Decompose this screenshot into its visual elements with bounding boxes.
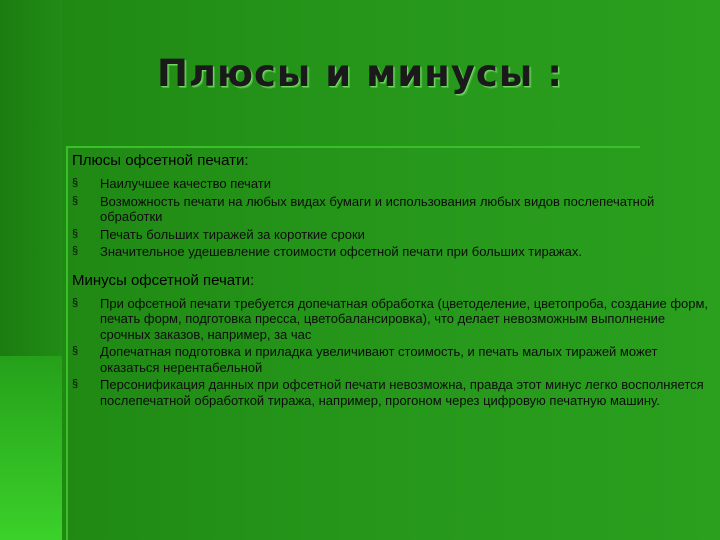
list-item	[72, 194, 712, 225]
list-item-text: Персонификация данных при офсетной печати невозможна, правда этот минус легко восполняется послепечатной обработкой тиража, например, прогоном через цифровую печатную машину.	[100, 377, 704, 408]
list-item	[72, 244, 712, 260]
slide-title: Плюсы и минусы :	[156, 52, 564, 95]
vertical-divider	[66, 146, 68, 540]
list-item	[72, 377, 712, 408]
list-item-text: При офсетной печати требуется допечатная обработка (цветоделение, цветопроба, создание форм, печать форм, подготовка пресса, цветобалансировка), что делает невозможным выполнение срочных заказов, например, за час	[100, 295, 709, 342]
list-item	[72, 344, 712, 375]
cons-heading: Минусы офсетной печати:	[72, 271, 255, 289]
section-bullet-icon: §	[72, 245, 79, 257]
section-bullet-icon: §	[72, 177, 79, 189]
pros-heading: Плюсы офсетной печати:	[72, 152, 249, 169]
left-band-highlight	[0, 356, 62, 540]
list-item-text: Наилучшее качество печати	[100, 176, 271, 191]
section-bullet-icon: §	[72, 194, 79, 207]
list-item	[72, 176, 712, 192]
section-bullet-icon: §	[72, 378, 79, 390]
section-bullet-icon: §	[72, 345, 79, 357]
pros-list	[72, 176, 712, 260]
cons-list	[72, 296, 712, 409]
list-item	[72, 296, 712, 343]
section-bullet-icon: §	[72, 296, 79, 309]
list-item-text: Возможность печати на любых видах бумаги и использования любых видов послепечатной обработки	[100, 193, 655, 224]
list-item	[72, 227, 712, 243]
slide-content	[72, 152, 712, 410]
horizontal-divider	[66, 146, 640, 148]
list-item-text: Печать больших тиражей за короткие сроки	[100, 226, 365, 242]
section-bullet-icon: §	[72, 227, 79, 240]
list-item-text: Значительное удешевление стоимости офсетной печати при больших тиражах.	[100, 244, 583, 259]
list-item-text: Допечатная подготовка и приладка увеличивают стоимость, и печать малых тиражей может оказаться нерентабельной	[100, 344, 658, 375]
